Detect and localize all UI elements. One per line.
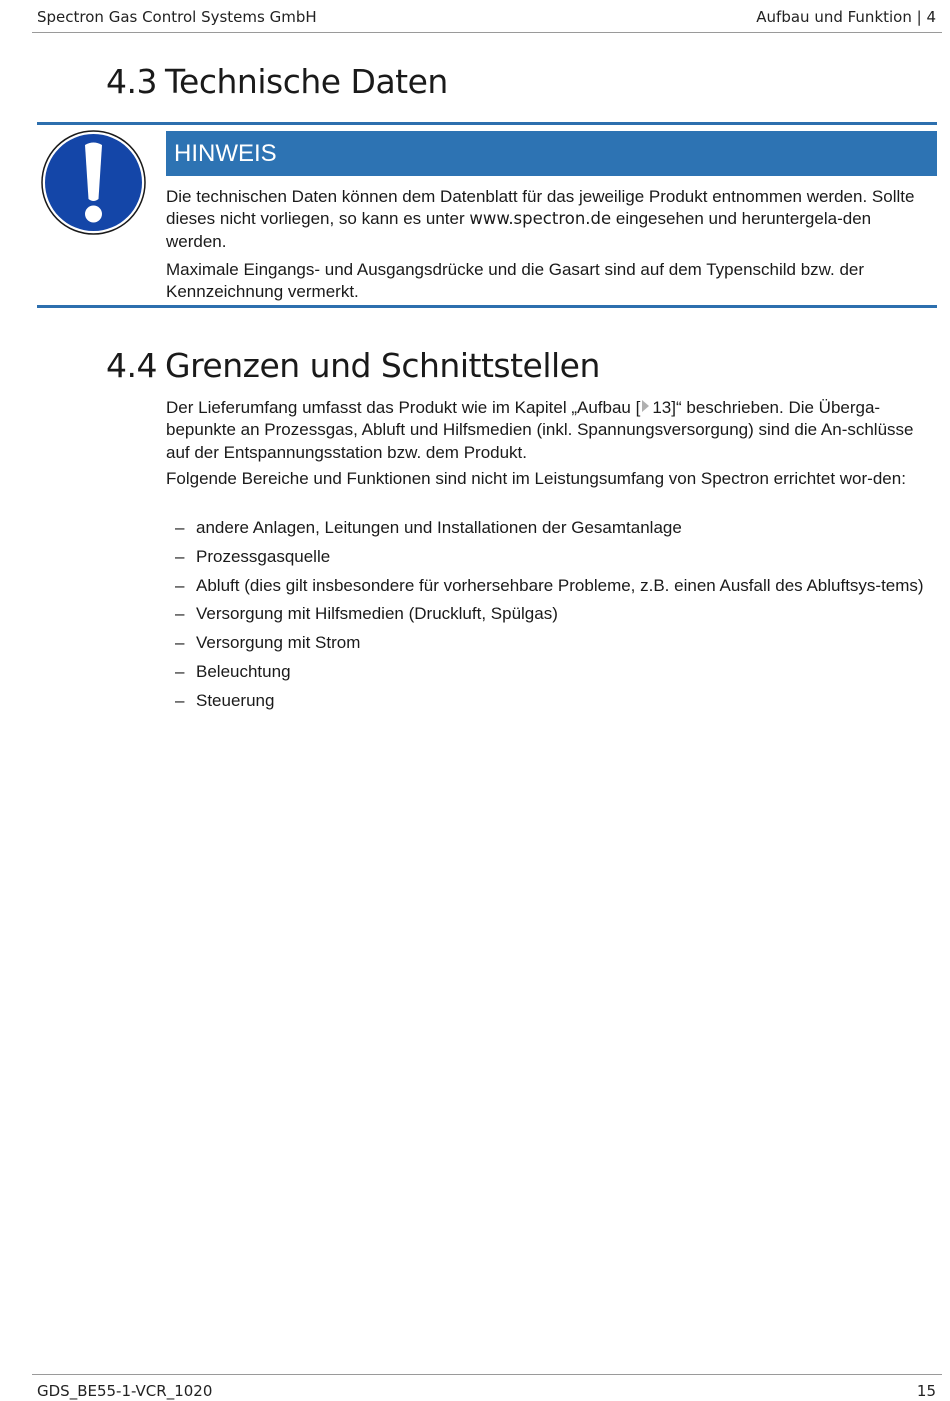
notice-top-rule: [37, 122, 937, 125]
play-arrow-icon: [642, 400, 649, 412]
section-heading-4-4: [106, 346, 600, 385]
header-chapter: Aufbau und Funktion | 4: [756, 8, 936, 26]
section-number: 4.3: [106, 62, 157, 101]
section-number: 4.4: [106, 346, 157, 385]
body-paragraph: Folgende Bereiche und Funktionen sind nicht im Leistungsumfang von Spectron errichtet wor-den:: [166, 469, 906, 488]
exclamation-mark-icon: [41, 130, 146, 235]
footer-doc-id: GDS_BE55-1-VCR_1020: [37, 1382, 213, 1400]
list-item: – andere Anlagen, Leitungen und Installationen der Gesamtanlage: [175, 518, 682, 537]
body-paragraph: Der Lieferumfang umfasst das Produkt wie im Kapitel „Aufbau [ 13]“ beschrieben. Die Überga-bepunkte an Prozessgas, Abluft und Hilfsmedien (inkl. Spannungsversorgung) sind die An-schlüsse auf der Entspannungsstation bzw. dem Produkt.: [166, 398, 914, 462]
notice-bottom-rule: [37, 305, 937, 308]
cross-reference-link[interactable]: 13: [640, 398, 671, 417]
list-item: – Beleuchtung: [175, 661, 291, 681]
header-company: Spectron Gas Control Systems GmbH: [37, 8, 317, 26]
list-item: – Steuerung: [175, 690, 275, 710]
notice-banner: HINWEIS: [166, 131, 937, 176]
section-title: Grenzen und Schnittstellen: [165, 346, 600, 385]
list-item: – Prozessgasquelle: [175, 546, 331, 566]
exclusion-list: [166, 517, 931, 719]
header-divider: [32, 32, 942, 33]
page-number: 15: [916, 1382, 936, 1400]
website-link[interactable]: www.spectron.de: [469, 209, 612, 229]
section-title: Technische Daten: [165, 62, 448, 101]
section-heading-4-3: [106, 62, 448, 101]
notice-paragraph: Die technischen Daten können dem Datenblatt für das jeweilige Produkt entnommen werden. Sollte dieses nicht vorliegen, so kann es unter www.spectron.de eingesehen und heruntergela-den werden.: [166, 187, 915, 251]
list-item: – Versorgung mit Strom: [175, 633, 361, 653]
list-item: – Versorgung mit Hilfsmedien (Druckluft, Spülgas): [175, 604, 558, 624]
notice-paragraph: Maximale Eingangs- und Ausgangsdrücke und die Gasart sind auf dem Typenschild bzw. der Kennzeichnung vermerkt.: [166, 260, 865, 302]
list-item: – Abluft (dies gilt insbesondere für vorhersehbare Probleme, z.B. einen Ausfall des Abluftsys-tems): [175, 575, 924, 595]
footer-divider: [32, 1374, 942, 1375]
